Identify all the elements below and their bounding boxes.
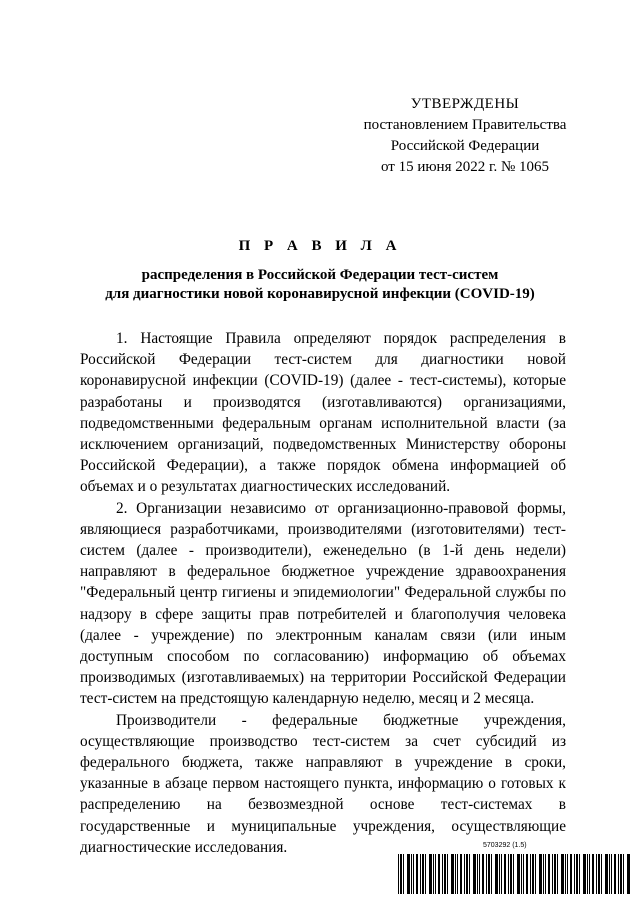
document-footer	[398, 842, 630, 898]
document-subtitle-line-1: распределения в Российской Федерации тест-систем	[141, 267, 499, 283]
barcode-image	[398, 854, 630, 894]
approval-line-1: постановлением Правительства	[363, 117, 567, 133]
paragraph-1: 1. Настоящие Правила определяют порядок распределения в Российской Федерации тест-систем для диагностики новой коронавирусной инфекции (COVID-19) (далее - тест-системы), которые разработаны и производятся (изготавливаются) организациями, подведомственными федеральным органам исполнительной власти (за исключением организаций, подведомственных Министерству обороны Российской Федерации), а также порядок обмена информацией об объемах и о результатах диагностических исследований.	[80, 330, 566, 496]
approval-block	[352, 94, 578, 178]
paragraph-2: 2. Организации независимо от организационно-правовой формы, являющиеся разработчиками, производителями (изготовителями) тест-систем (далее - производители), еженедельно (в 1-й день недели) направляют в федеральное бюджетное учреждение здравоохранения "Федеральный центр гигиены и эпидемиологии" Федеральной службы по надзору в сфере защиты прав потребителей и благополучия человека (далее - учреждение) по электронным каналам связи (или иным доступным способом по согласованию) информацию об объемах производимых (изготавливаемых) на территории Российской Федерации тест-систем на предстоящую календарную неделю, месяц и 2 месяца.	[80, 499, 566, 708]
document-body	[80, 328, 566, 858]
document-title: П Р А В И Л А	[238, 238, 402, 254]
approval-line-2: Российской Федерации	[390, 138, 540, 154]
approval-title: УТВЕРЖДЕНЫ	[410, 96, 520, 112]
paragraph-3: Производители - федеральные бюджетные учреждения, осуществляющие производство тест-систем за счет субсидий из федерального бюджета, также направляют в учреждение в сроки, указанные в абзаце первом настоящего пункта, информацию о готовых к распределению на безвозмездной основе тест-системах в государственные и муниципальные учреждения, осуществляющие диагностические исследования.	[80, 711, 566, 856]
document-subtitle-line-2: для диагностики новой коронавирусной инфекции (COVID-19)	[105, 286, 535, 302]
approval-line-3: от 15 июня 2022 г. № 1065	[380, 159, 550, 175]
document-heading	[60, 238, 580, 304]
document-code: 5703292 (1.5)	[483, 842, 527, 849]
